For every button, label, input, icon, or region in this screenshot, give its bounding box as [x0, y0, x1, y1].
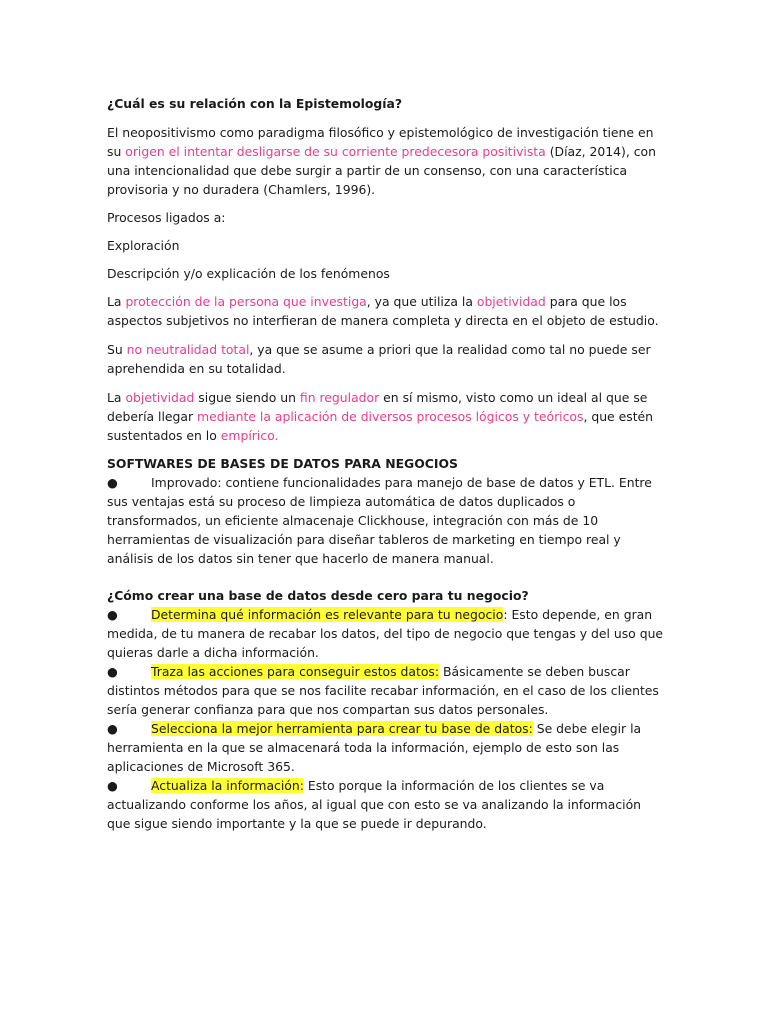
bullet-icon: ● — [107, 664, 118, 679]
paragraph-descripcion: Descripción y/o explicación de los fenómenos — [107, 266, 390, 281]
text-run: La — [107, 294, 126, 309]
pink-text: protección de la persona que investiga — [125, 294, 367, 309]
text-run: , ya que se asume a priori que la realidad como tal no puede ser aprehendida en su totalidad. — [107, 342, 651, 376]
pink-text: objetividad — [125, 390, 195, 405]
highlighted-text: Traza las acciones para conseguir estos datos: — [151, 664, 440, 679]
section-heading-crear-base: ¿Cómo crear una base de datos desde cero para tu negocio? — [107, 588, 529, 603]
highlighted-text: Selecciona la mejor herramienta para crear tu base de datos: — [151, 721, 533, 736]
text-run: El neopositivismo como paradigma filosófico y epistemológico de investigación tiene en su — [107, 125, 654, 159]
text-run: , que estén sustentados en lo — [107, 409, 654, 443]
bullet-icon: ● — [107, 475, 118, 490]
text-run: Su — [107, 342, 127, 357]
highlighted-text: Determina qué información es relevante para tu negocio — [151, 607, 504, 622]
text-run: La — [107, 390, 126, 405]
list-item-text: Básicamente se deben buscar distintos métodos para que se nos facilite recabar información, en el caso de los clientes sería generar confianza para que nos compartan sus datos personales. — [107, 664, 659, 717]
list-item — [107, 776, 668, 833]
paragraph-neopositivismo — [107, 123, 668, 199]
highlighted-text: Actualiza la información: — [151, 778, 304, 793]
pink-text: origen el intentar desligarse de su corriente predecesora positivista — [125, 144, 546, 159]
list-item — [107, 719, 668, 776]
pink-text: mediante la aplicación de diversos procesos lógicos y teóricos — [197, 409, 584, 424]
text-run: (Díaz, 2014), con una intencionalidad que debe surgir a partir de un consenso, con una característica provisoria y no duradera (Chamlers, 1996). — [107, 144, 656, 197]
paragraph-neutralidad — [107, 340, 668, 378]
pink-text: empírico. — [220, 428, 279, 443]
paragraph-proteccion — [107, 292, 668, 330]
paragraph-objetividad — [107, 388, 668, 445]
pink-text: no neutralidad total — [126, 342, 250, 357]
list-item — [107, 605, 668, 662]
list-item-text: Se debe elegir la herramienta en la que se almacenará toda la información, ejemplo de esto son las aplicaciones de Microsoft 365. — [107, 721, 642, 774]
list-item-text: Improvado: contiene funcionalidades para manejo de base de datos y ETL. Entre sus ventajas está su proceso de limpieza automática de datos duplicados o transformados, un eficiente almacenaje Clickhouse, integración con más de 10 herramientas de visualización para diseñar tableros de marketing en tiempo real y análisis de los datos sin tener que hacerlo de manera manual. — [107, 475, 652, 566]
bullet-icon: ● — [107, 607, 118, 622]
paragraph-procesos: Procesos ligados a: — [107, 210, 226, 225]
paragraph-exploracion: Exploración — [107, 238, 180, 253]
pink-text: objetividad — [476, 294, 546, 309]
bullet-icon: ● — [107, 778, 118, 793]
spacer — [107, 568, 668, 586]
text-run: en sí mismo, visto como un ideal al que se debería llegar — [107, 390, 648, 424]
text-run: , ya que utiliza la — [366, 294, 477, 309]
section-heading-softwares: SOFTWARES DE BASES DE DATOS PARA NEGOCIOS — [107, 456, 458, 471]
list-item — [107, 662, 668, 719]
bullet-icon: ● — [107, 721, 118, 736]
list-item-text: Esto porque la información de los clientes se va actualizando conforme los años, al igual que con esto se va analizando la información que sigue siendo importante y la que se puede ir depurando. — [107, 778, 642, 831]
list-item-text: : Esto depende, en gran medida, de tu manera de recabar los datos, del tipo de negocio que tengas y del uso que quieras darle a dicha información. — [107, 607, 664, 660]
list-item — [107, 473, 668, 568]
text-run: para que los aspectos subjetivos no interfieran de manera completa y directa en el objeto de estudio. — [107, 294, 659, 328]
text-run: sigue siendo un — [194, 390, 300, 405]
pink-text: fin regulador — [299, 390, 380, 405]
section-heading-epistemologia: ¿Cuál es su relación con la Epistemología? — [107, 96, 403, 111]
